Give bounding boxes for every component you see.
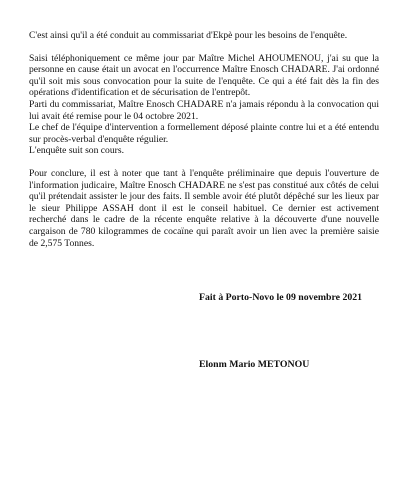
paragraph-saisi: Saisi téléphoniquement ce même jour par Maître Michel AHOUMENOU, j'ai su que la personne en cause était un avocat en l'occurrence Maître Enosch CHADARE. J'ai ordonné qu'il soit mis sous convocation pour la suite de l'enquête. Ce qui a été fait dès la fin des opérations d'identification et de sécurisation de l'entrepôt.: [29, 52, 379, 99]
signatory-name: Elonm Mario METONOU: [199, 359, 310, 370]
paragraph-conduit: C'est ainsi qu'il a été conduit au commissariat d'Ekpè pour les besoins de l'enquête.: [29, 30, 348, 41]
paragraph-parti: Parti du commissariat, Maître Enosch CHADARE n'a jamais répondu à la convocation qui lui avait été remise pour le 04 octobre 2021.: [29, 98, 379, 122]
body-text: [29, 30, 379, 249]
paragraph-plainte: Le chef de l'équipe d'intervention a formellement déposé plainte contre lui et a été entendu sur procès-verbal d'enquête régulier.: [29, 122, 379, 145]
paragraph-conclusion: Pour conclure, il est à noter que tant à l'enquête préliminaire que depuis l'ouverture de l'information judicaire, Maître Enosch CHADARE ne s'est pas constitué aux côtés de celui qu'il prétendait assister le jour des faits. Il semble avoir été plutôt dépêché sur les lieux par le sieur Philippe ASSAH dont il est le conseil habituel. Ce dernier est activement recherché dans le cadre de la récente enquête relative à la découverte d'une nouvelle cargaison de 780 kilogrammes de cocaïne qui paraît avoir un lien avec la première saisie de 2,575 Tonnes.: [29, 167, 379, 249]
place-date: Fait à Porto-Novo le 09 novembre 2021: [199, 292, 363, 303]
paragraph-enquete: L'enquête suit son cours.: [29, 145, 124, 157]
